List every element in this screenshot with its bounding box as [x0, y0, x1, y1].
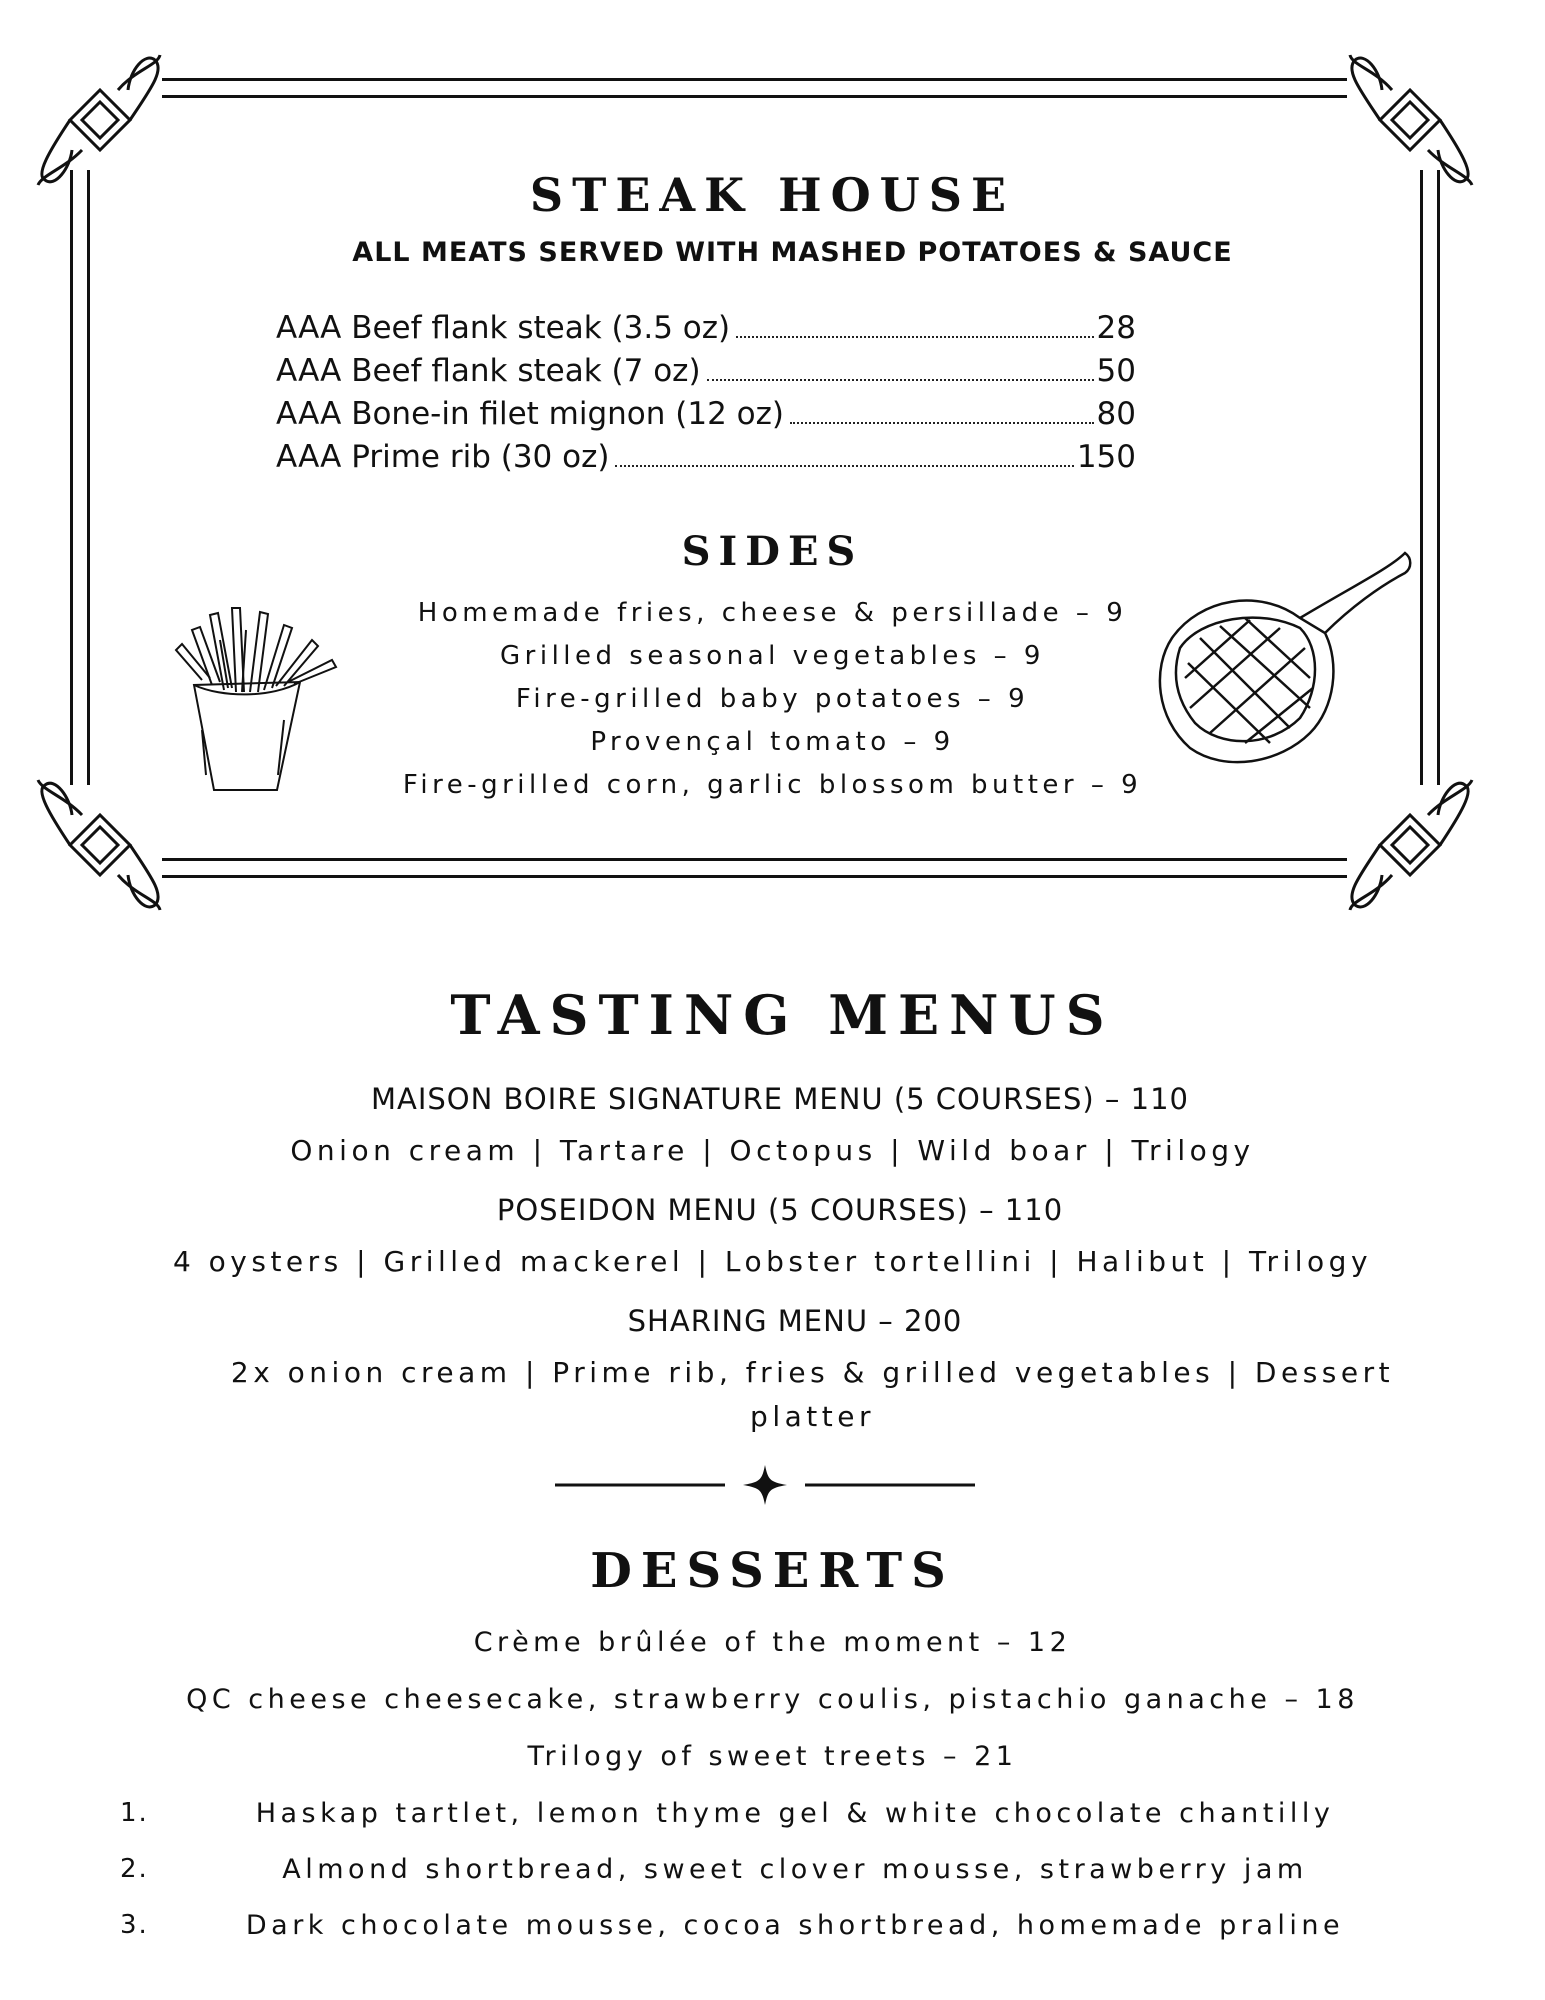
menu-item-name: AAA Beef flank steak (7 oz) — [276, 353, 701, 389]
menu-item-row — [276, 353, 1136, 389]
desserts-title: DESSERTS — [590, 1543, 955, 1599]
side-item: Fire-grilled corn, garlic blossom butter – 9 — [402, 770, 1143, 800]
frame-top-line-outer — [162, 78, 1347, 81]
menu-item-name: AAA Prime rib (30 oz) — [276, 439, 610, 475]
side-item: Fire-grilled baby potatoes – 9 — [515, 684, 1030, 714]
side-item: Grilled seasonal vegetables – 9 — [500, 641, 1045, 671]
menu-item-price: 28 — [1096, 310, 1136, 346]
trilogy-number: 3. — [120, 1910, 149, 1940]
frame-bottom-line-inner — [162, 858, 1347, 861]
tasting-menu-courses: 2x onion cream | Prime rib, fries & grilled vegetables | Dessert — [230, 1356, 1395, 1389]
menu-item-row — [276, 439, 1136, 475]
dot-leader — [790, 422, 1094, 424]
steak-house-subtitle: ALL MEATS SERVED WITH MASHED POTATOES & SAUCE — [352, 237, 1233, 268]
frame-bottom-line-outer — [162, 875, 1347, 878]
dot-leader — [736, 336, 1093, 338]
tasting-menu-heading: MAISON BOIRE SIGNATURE MENU (5 COURSES) – 110 — [370, 1082, 1190, 1116]
tasting-menu-courses: 4 oysters | Grilled mackerel | Lobster tortellini | Halibut | Trilogy — [172, 1245, 1373, 1278]
tasting-menu-heading: SHARING MENU – 200 — [627, 1304, 963, 1338]
menu-item-price: 150 — [1076, 439, 1136, 475]
tasting-menus-title: TASTING MENUS — [450, 983, 1115, 1047]
fries-icon — [172, 600, 352, 800]
menu-item-row — [276, 396, 1136, 432]
sides-title: SIDES — [681, 528, 864, 575]
steak-house-title: STEAK HOUSE — [529, 168, 1016, 222]
menu-item-row — [276, 310, 1136, 346]
trilogy-number: 2. — [120, 1854, 149, 1884]
dessert-item: Crème brûlée of the moment – 12 — [473, 1627, 1072, 1658]
tasting-menu-heading: POSEIDON MENU (5 COURSES) – 110 — [496, 1193, 1064, 1227]
trilogy-number: 1. — [120, 1798, 149, 1828]
side-item: Homemade fries, cheese & persillade – 9 — [417, 598, 1128, 628]
dessert-item: QC cheese cheesecake, strawberry coulis, pistachio ganache – 18 — [186, 1684, 1359, 1715]
menu-item-price: 80 — [1096, 396, 1136, 432]
tasting-menu-courses: Onion cream | Tartare | Octopus | Wild boar | Trilogy — [290, 1134, 1255, 1167]
menu-item-name: AAA Bone-in filet mignon (12 oz) — [276, 396, 785, 432]
side-item: Provençal tomato – 9 — [590, 727, 955, 757]
star-divider — [555, 1460, 975, 1510]
trilogy-item: Haskap tartlet, lemon thyme gel & white chocolate chantilly — [255, 1798, 1335, 1829]
steak-icon — [1150, 548, 1415, 773]
menu-item-price: 50 — [1096, 353, 1136, 389]
dessert-item: Trilogy of sweet treets – 21 — [527, 1741, 1018, 1772]
menu-item-name: AAA Beef flank steak (3.5 oz) — [276, 310, 731, 346]
frame-top-line-inner — [162, 95, 1347, 98]
dot-leader — [615, 465, 1073, 467]
dot-leader — [707, 379, 1094, 381]
trilogy-item: Dark chocolate mousse, cocoa shortbread, homemade praline — [245, 1910, 1345, 1941]
trilogy-item: Almond shortbread, sweet clover mousse, strawberry jam — [282, 1854, 1308, 1885]
tasting-menu-courses: platter — [750, 1400, 875, 1433]
